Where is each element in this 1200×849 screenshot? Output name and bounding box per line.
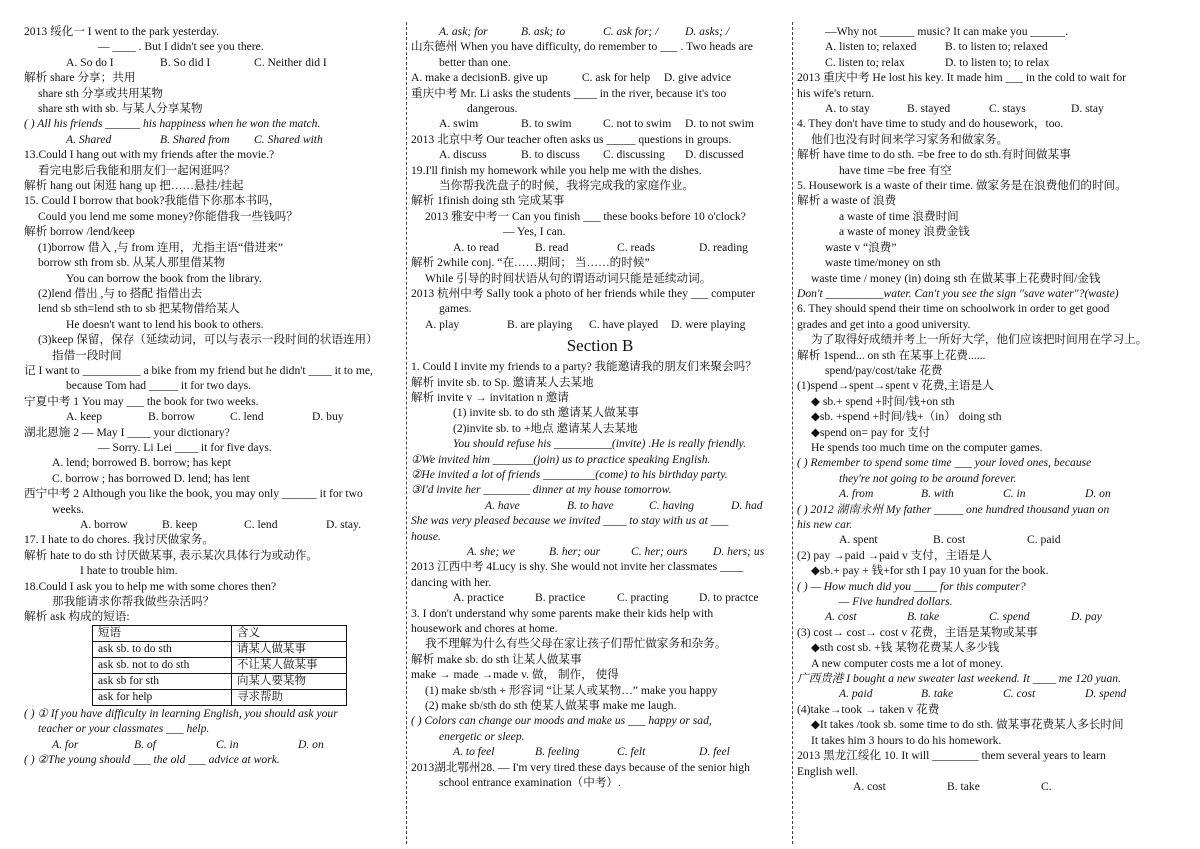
answer-option: A. to read <box>453 240 500 254</box>
answer-option: C. in <box>1003 487 1026 501</box>
text-line: ( ) ① If you have difficulty in learning English, you should ask your <box>24 706 338 720</box>
answer-option: B. feeling <box>535 745 580 759</box>
column-2 <box>411 24 789 844</box>
text-line: (1)spend→spent→spent v 花费,主语是人 <box>797 379 994 393</box>
text-line: games. <box>439 302 472 316</box>
answer-options <box>797 486 1176 501</box>
answer-options <box>24 132 404 147</box>
text-line: 2013 杭州中考 Sally took a photo of her friends while they ___ computer <box>411 286 755 300</box>
answer-options <box>797 686 1176 701</box>
text-line: 2013 重庆中考 He lost his key. It made him ___ in the cold to wait for <box>797 71 1126 85</box>
text-line: 湖北恩施 2 — May I ____ your dictionary? <box>24 425 230 439</box>
table-cell: ask sb. not to do sth <box>93 657 232 673</box>
answer-option: D. buy <box>312 410 344 424</box>
answer-option: B. with <box>921 487 954 501</box>
answer-option: A. swim <box>439 117 479 131</box>
text-line: A new computer costs me a lot of money. <box>811 656 1004 670</box>
answer-option: A. have <box>485 498 520 512</box>
answer-options <box>24 55 404 70</box>
text-line: ( ) Colors can change our moods and make us ___ happy or sad, <box>411 714 712 728</box>
answer-option: C. paid <box>1027 533 1061 547</box>
text-line: lend sb sth=lend sth to sb 把某物借给某人 <box>38 302 240 316</box>
section-heading: Section B <box>566 336 634 356</box>
text-line: ( ) 2012 湖南永州 My father _____ one hundred thousand yuan on <box>797 502 1110 516</box>
text-line: It takes him 3 hours to do his homework. <box>811 733 1002 747</box>
answer-option: A. cost <box>825 610 857 624</box>
text-line: — Yes, I can. <box>503 225 566 239</box>
text-line: — Sorry. Li Lei ____ it for five days. <box>98 440 272 454</box>
answer-option: B. to have <box>567 498 614 512</box>
answer-option: A. listen to; relaxed <box>825 40 917 54</box>
text-line: weeks. <box>52 502 84 516</box>
text-line: 1. Could I invite my friends to a party? 我能邀请我的朋友们来聚会吗？ <box>411 360 757 374</box>
answer-option: D. reading <box>699 240 748 254</box>
table-cell: 短语 <box>93 625 232 641</box>
text-line: 4. They don't have time to study and do housework，too. <box>797 117 1064 131</box>
text-line: housework and chores at home. <box>411 622 558 636</box>
text-line: 2013 北京中考 Our teacher often asks us _____ questions in groups. <box>411 132 732 146</box>
column-divider <box>406 22 407 844</box>
answer-option: D. discussed <box>685 148 744 162</box>
answer-option: B. stayed <box>907 102 951 116</box>
text-line: You should refuse his __________(invite) .He is really friendly. <box>453 437 747 451</box>
answer-option: D. pay <box>1071 610 1102 624</box>
answer-option: B. ask; to <box>521 25 566 38</box>
text-line: 5. Housework is a waste of their time. 做家务是在浪费他们的时间。 <box>797 179 1127 193</box>
text-line: 解析 borrow /lend/keep <box>24 225 135 239</box>
text-line: waste time / money (in) doing sth 在做某事上花费时间/金钱 <box>811 271 1101 285</box>
text-line: — Five hundred dollars. <box>839 595 953 609</box>
answer-options <box>797 609 1176 624</box>
text-line: 重庆中考 Mr. Li asks the students ____ in the river, because it's too <box>411 86 727 100</box>
text-line: they're not going to be around forever. <box>839 471 1017 485</box>
text-line: a waste of time 浪费时间 <box>839 209 959 223</box>
text-line: 6. They should spend their time on schoolwork in order to get good <box>797 302 1110 316</box>
answer-option: A. cost <box>853 779 886 793</box>
answer-option: B. read <box>535 240 569 254</box>
answer-option: A. from <box>839 487 874 501</box>
text-line: While 引导的时间状语从句的谓语动词只能是延续动词。 <box>425 271 712 285</box>
answer-option: A. keep <box>66 410 103 424</box>
text-line: English well. <box>797 764 859 778</box>
answer-option: B. to discuss <box>521 148 580 162</box>
answer-options <box>411 317 789 332</box>
answer-option: B. to listen to; relaxed <box>945 40 1048 54</box>
text-line: make → made →made v. 做， 制作， 使得 <box>411 668 619 682</box>
text-line: He spends too much time on the computer games. <box>811 440 1043 454</box>
text-line: 15. Could I borrow that book?我能借下你那本书吗， <box>24 194 281 208</box>
text-line: 解析 have time to do sth. =be free to do sth.有时间做某事 <box>797 148 1071 162</box>
answer-option: C. practing <box>617 591 669 605</box>
answer-options <box>411 544 789 559</box>
answer-option: D. give advice <box>663 71 732 85</box>
phrase-table <box>92 625 347 706</box>
answer-option: C. Neither did I <box>254 55 327 69</box>
text-line: 17. I hate to do chores. 我讨厌做家务。 <box>24 533 214 547</box>
text-line: 指借一段时间 <box>52 348 122 362</box>
answer-option: D. asks; / <box>685 25 730 38</box>
answer-options <box>24 517 404 532</box>
text-line: his new car. <box>797 518 853 531</box>
table-row <box>93 689 347 705</box>
text-line: 解析 2while conj. “在……期间； 当……的时候” <box>411 256 650 270</box>
answer-option: A. discuss <box>439 148 487 162</box>
text-line: — ____ . But I didn't see you there. <box>98 40 264 54</box>
text-line: ◆sb. +spend +时间/钱+（in） doing sth <box>811 410 1002 424</box>
text-line: 解析 1spend... on sth 在某事上花费...... <box>797 348 986 362</box>
answer-options <box>797 101 1176 116</box>
table-cell: ask for help <box>93 689 232 705</box>
table-cell: 不让某人做某事 <box>232 657 347 673</box>
answer-option: B. practice <box>535 591 586 605</box>
text-line: 解析 ask 构成的短语: <box>24 610 130 624</box>
text-line: (1) make sb/sth + 形容词 “让某人或某物…” make you happy <box>425 683 718 697</box>
text-line: Could you lend me some money?你能借我一些钱吗？ <box>38 209 298 223</box>
text-line: 2013 雅安中考一 Can you finish ___ these books before 10 o'clock? <box>425 209 746 223</box>
text-line: 解析 hate to do sth 讨厌做某事, 表示某次具体行为或动作。 <box>24 548 319 562</box>
table-cell: ask sb. to do sth <box>93 641 232 657</box>
answer-option: A. borrow <box>80 518 128 531</box>
answer-option: C. have played <box>589 317 659 331</box>
text-line: ( ) ②The young should ___ the old ___ advice at work. <box>24 753 280 767</box>
answer-option: A. Shared <box>66 132 112 146</box>
answer-option: D. to listen to; to relax <box>945 55 1050 69</box>
answer-option: B. are playing <box>507 317 573 331</box>
text-line: You can borrow the book from the library. <box>66 271 262 285</box>
answer-option: B. of <box>134 737 156 751</box>
answer-options <box>797 532 1176 547</box>
text-line: (3) cost→ cost→ cost v 花费，主语是某物或某事 <box>797 625 1038 639</box>
answer-options <box>411 116 789 131</box>
column-1 <box>24 24 404 844</box>
text-line: 2013 黑龙江绥化 10. It will ________ them several years to learn <box>797 749 1106 763</box>
text-line: (2) make sb/sth do sth 使某人做某事 make me laugh. <box>425 699 677 713</box>
answer-option: A. to stay <box>825 102 870 116</box>
text-line: 我不理解为什么有些父母在家让孩子们帮忙做家务和杂务。 <box>425 637 727 651</box>
answer-option: D. on <box>298 737 324 751</box>
text-line: because Tom had _____ it for two days. <box>66 379 252 393</box>
text-line: He doesn't want to lend his book to others. <box>66 317 264 331</box>
text-line: ◆sb.+ pay + 钱+for sth I pay 10 yuan for the book. <box>811 564 1049 578</box>
text-line: I hate to trouble him. <box>80 564 178 578</box>
answer-option: B. borrow <box>148 410 196 424</box>
text-line: 19.I'll finish my homework while you help me with the dishes. <box>411 163 702 177</box>
text-line: ( ) Remember to spend some time ___ your loved ones, because <box>797 456 1092 470</box>
text-line: ◆spend on= pay for 支付 <box>811 425 931 439</box>
answer-option: D. to not swim <box>685 117 754 131</box>
text-line: (4)take→took → taken v 花费 <box>797 702 940 716</box>
text-line: ◆sth cost sb. +钱 某物花费某人多少钱 <box>811 641 1000 655</box>
answer-option: A. So do I <box>66 55 114 69</box>
column-divider <box>792 22 793 844</box>
answer-option: C. not to swim <box>603 117 672 131</box>
text-line: dangerous. <box>467 102 518 116</box>
answer-option: C. discussing <box>603 148 665 162</box>
answer-option: A. make a decision <box>411 71 500 85</box>
answer-option: C. in <box>216 737 239 751</box>
answer-option: C. cost <box>1003 687 1036 701</box>
text-line: 解析 invite v → invitation n 邀请 <box>411 390 569 404</box>
text-line: ②He invited a lot of friends _________(come) to his birthday party. <box>411 467 728 481</box>
answer-options <box>411 590 789 605</box>
answer-options <box>411 498 789 513</box>
text-line: waste time/money on sth <box>825 256 941 270</box>
answer-option: A. ask; for <box>439 25 488 38</box>
text-line: 当你帮我洗盘子的时候，我将完成我的家庭作业。 <box>439 179 695 193</box>
text-line: (2) pay →paid →paid v 支付，主语是人 <box>797 548 992 562</box>
answer-option: A. for <box>52 737 79 751</box>
text-line: ( ) — How much did you ____ for this computer? <box>797 579 1026 593</box>
answer-option: A. practice <box>453 591 504 605</box>
text-line: dancing with her. <box>411 575 492 589</box>
text-line: (1) invite sb. to do sth 邀请某人做某事 <box>453 406 639 420</box>
table-cell: 向某人要某物 <box>232 673 347 689</box>
text-line: A. lend; borrowed B. borrow; has kept <box>52 456 232 470</box>
answer-options <box>411 24 789 39</box>
text-line: 18.Could I ask you to help me with some chores then? <box>24 579 277 593</box>
answer-option: B. take <box>921 687 954 701</box>
text-line: She was very pleased because we invited ____ to stay with us at ___ <box>411 514 729 528</box>
answer-option: C. stays <box>989 102 1026 116</box>
text-line: 解析 hang out 闲逛 hang up 把……悬挂/挂起 <box>24 179 244 193</box>
text-line: 为了取得好成绩并考上一所好大学，他们应该把时间用在学习上。 <box>811 333 1148 347</box>
answer-option: C. ask for help <box>581 71 651 85</box>
column-3 <box>797 24 1176 844</box>
answer-options <box>797 779 1176 794</box>
answer-option: C. Shared with <box>254 132 323 146</box>
text-line: (2)invite sb. to +地点 邀请某人去某地 <box>453 421 638 435</box>
text-line: ①We invited him _______(join) us to practice speaking English. <box>411 452 711 466</box>
answer-option: B. cost <box>933 533 966 547</box>
answer-option: B. give up <box>499 71 548 85</box>
text-line: ( ) All his friends ______ his happiness when he won the match. <box>24 117 321 131</box>
answer-options <box>411 70 789 85</box>
text-line: 解析 1finish doing sth 完成某事 <box>411 194 565 208</box>
text-line: 2013湖北鄂州28. — I'm very tired these days because of the senior high <box>411 760 750 774</box>
text-line: house. <box>411 529 441 543</box>
text-line: C. borrow ; has borrowed D. lend; has lent <box>52 471 250 485</box>
text-line: 2013 江西中考 4Lucy is shy. She would not invite her classmates ____ <box>411 560 744 574</box>
answer-option: D. were playing <box>671 317 746 331</box>
text-line: borrow sth from sb. 从某人那里借某物 <box>38 256 226 270</box>
text-line: 西宁中考 2 Although you like the book, you may only ______ it for two <box>24 487 363 501</box>
text-line: school entrance examination（中考）. <box>439 776 621 790</box>
answer-option: C. reads <box>617 240 655 254</box>
text-line: waste v “浪费” <box>825 240 897 254</box>
table-cell: 请某人做某事 <box>232 641 347 657</box>
text-line: grades and get into a good university. <box>797 317 971 331</box>
answer-option: A. she; we <box>467 545 515 558</box>
answer-option: C. her; ours <box>631 545 688 558</box>
answer-options <box>797 55 1176 70</box>
text-line: 山东德州 When you have difficulty, do remember to ___ . Two heads are <box>411 40 753 54</box>
text-line: (1)borrow 借入 ,与 from 连用，尤指主语“借进来” <box>38 240 284 254</box>
answer-option: D. stay. <box>326 518 361 531</box>
answer-option: D. had <box>731 498 763 512</box>
text-line: 记 I want to __________ a bike from my friend but he didn't ____ it to me, <box>24 363 373 377</box>
text-line: 13.Could I hang out with my friends after the movie.? <box>24 148 275 162</box>
text-line: teacher or your classmates ___ help. <box>38 722 210 736</box>
answer-option: B. keep <box>162 518 198 531</box>
answer-options <box>411 744 789 759</box>
table-cell: ask sb for sth <box>93 673 232 689</box>
answer-option: D. hers; us <box>713 545 765 558</box>
table-row <box>93 673 347 689</box>
text-line: ◆It takes /took sb. some time to do sth. 做某事花费某人多长时间 <box>811 718 1124 732</box>
answer-option: D. feel <box>699 745 730 759</box>
text-line: ③I'd invite her ________ dinner at my house tomorrow. <box>411 483 672 497</box>
answer-options <box>24 737 404 752</box>
answer-option: D. to practce <box>699 591 759 605</box>
text-line: —Why not ______ music? It can make you ______. <box>825 25 1069 38</box>
answer-option: C. listen to; relax <box>825 55 905 69</box>
answer-option: D. spend <box>1085 687 1127 701</box>
text-line: 解析 a waste of 浪费 <box>797 194 897 208</box>
text-line: 2013 绥化一 I went to the park yesterday. <box>24 25 220 38</box>
text-line: 广西贵港 I bought a new sweater last weekend. It ____ me 120 yuan. <box>797 672 1121 686</box>
answer-options <box>24 409 404 424</box>
answer-option: B. take <box>907 610 940 624</box>
text-line: 解析 share 分享；共用 <box>24 71 136 85</box>
text-line: 3. I don't understand why some parents make their kids help with <box>411 606 714 620</box>
answer-option: C. ask for; / <box>603 25 659 38</box>
text-line: his wife's return. <box>797 86 875 100</box>
text-line: share sth with sb. 与某人分享某物 <box>38 102 203 116</box>
text-line: (3)keep 保留，保存（延续动词，可以与表示一段时间的状语连用） <box>38 333 378 347</box>
answer-option: C. lend <box>230 410 264 424</box>
text-line: 那我能请求你帮我做些杂活吗？ <box>52 595 215 609</box>
answer-option: B. to swim <box>521 117 572 131</box>
answer-option: A. paid <box>839 687 873 701</box>
answer-option: B. take <box>947 779 980 793</box>
text-line: 解析 make sb. do sth 让某人做某事 <box>411 652 582 666</box>
text-line: 看完电影后我能和朋友们一起闲逛吗？ <box>38 163 236 177</box>
table-cell: 寻求帮助 <box>232 689 347 705</box>
answer-option: B. Shared from <box>160 132 230 146</box>
text-line: share sth 分享或共用某物 <box>38 86 163 100</box>
answer-option: A. spent <box>839 533 878 547</box>
answer-option: A. play <box>425 317 460 331</box>
answer-option: C. felt <box>617 745 646 759</box>
table-row <box>93 641 347 657</box>
text-line: ◆ sb.+ spend +时间/钱+on sth <box>811 394 955 408</box>
answer-option: D. stay <box>1071 102 1104 116</box>
text-line: energetic or sleep. <box>439 729 525 743</box>
text-line: 宁夏中考 1 You may ___ the book for two weeks. <box>24 394 259 408</box>
answer-option: A. to feel <box>453 745 495 759</box>
answer-option: C. lend <box>244 518 278 531</box>
text-line: 解析 invite sb. to Sp. 邀请某人去某地 <box>411 375 594 389</box>
answer-option: D. on <box>1085 487 1111 501</box>
text-line: (2)lend 借出 ,与 to 搭配 指借出去 <box>38 286 203 300</box>
answer-option: C. having <box>649 498 695 512</box>
answer-option: C. <box>1041 779 1052 793</box>
answer-option: C. spend <box>989 610 1030 624</box>
answer-option: B. her; our <box>549 545 601 558</box>
answer-options <box>797 39 1176 54</box>
answer-options <box>411 147 789 162</box>
text-line: better than one. <box>439 55 511 69</box>
text-line: spend/pay/cost/take 花费 <box>825 363 943 377</box>
text-line: Don't __________water. Can't you see the sign "save water"?(waste) <box>797 286 1119 300</box>
text-line: a waste of money 浪费金钱 <box>839 225 970 239</box>
answer-options <box>411 240 789 255</box>
text-line: have time =be free 有空 <box>839 163 952 177</box>
answer-option: B. So did I <box>160 55 211 69</box>
table-row <box>93 625 347 641</box>
text-line: 他们也没有时间来学习家务和做家务。 <box>811 132 1009 146</box>
table-cell: 含义 <box>232 625 347 641</box>
table-row <box>93 657 347 673</box>
